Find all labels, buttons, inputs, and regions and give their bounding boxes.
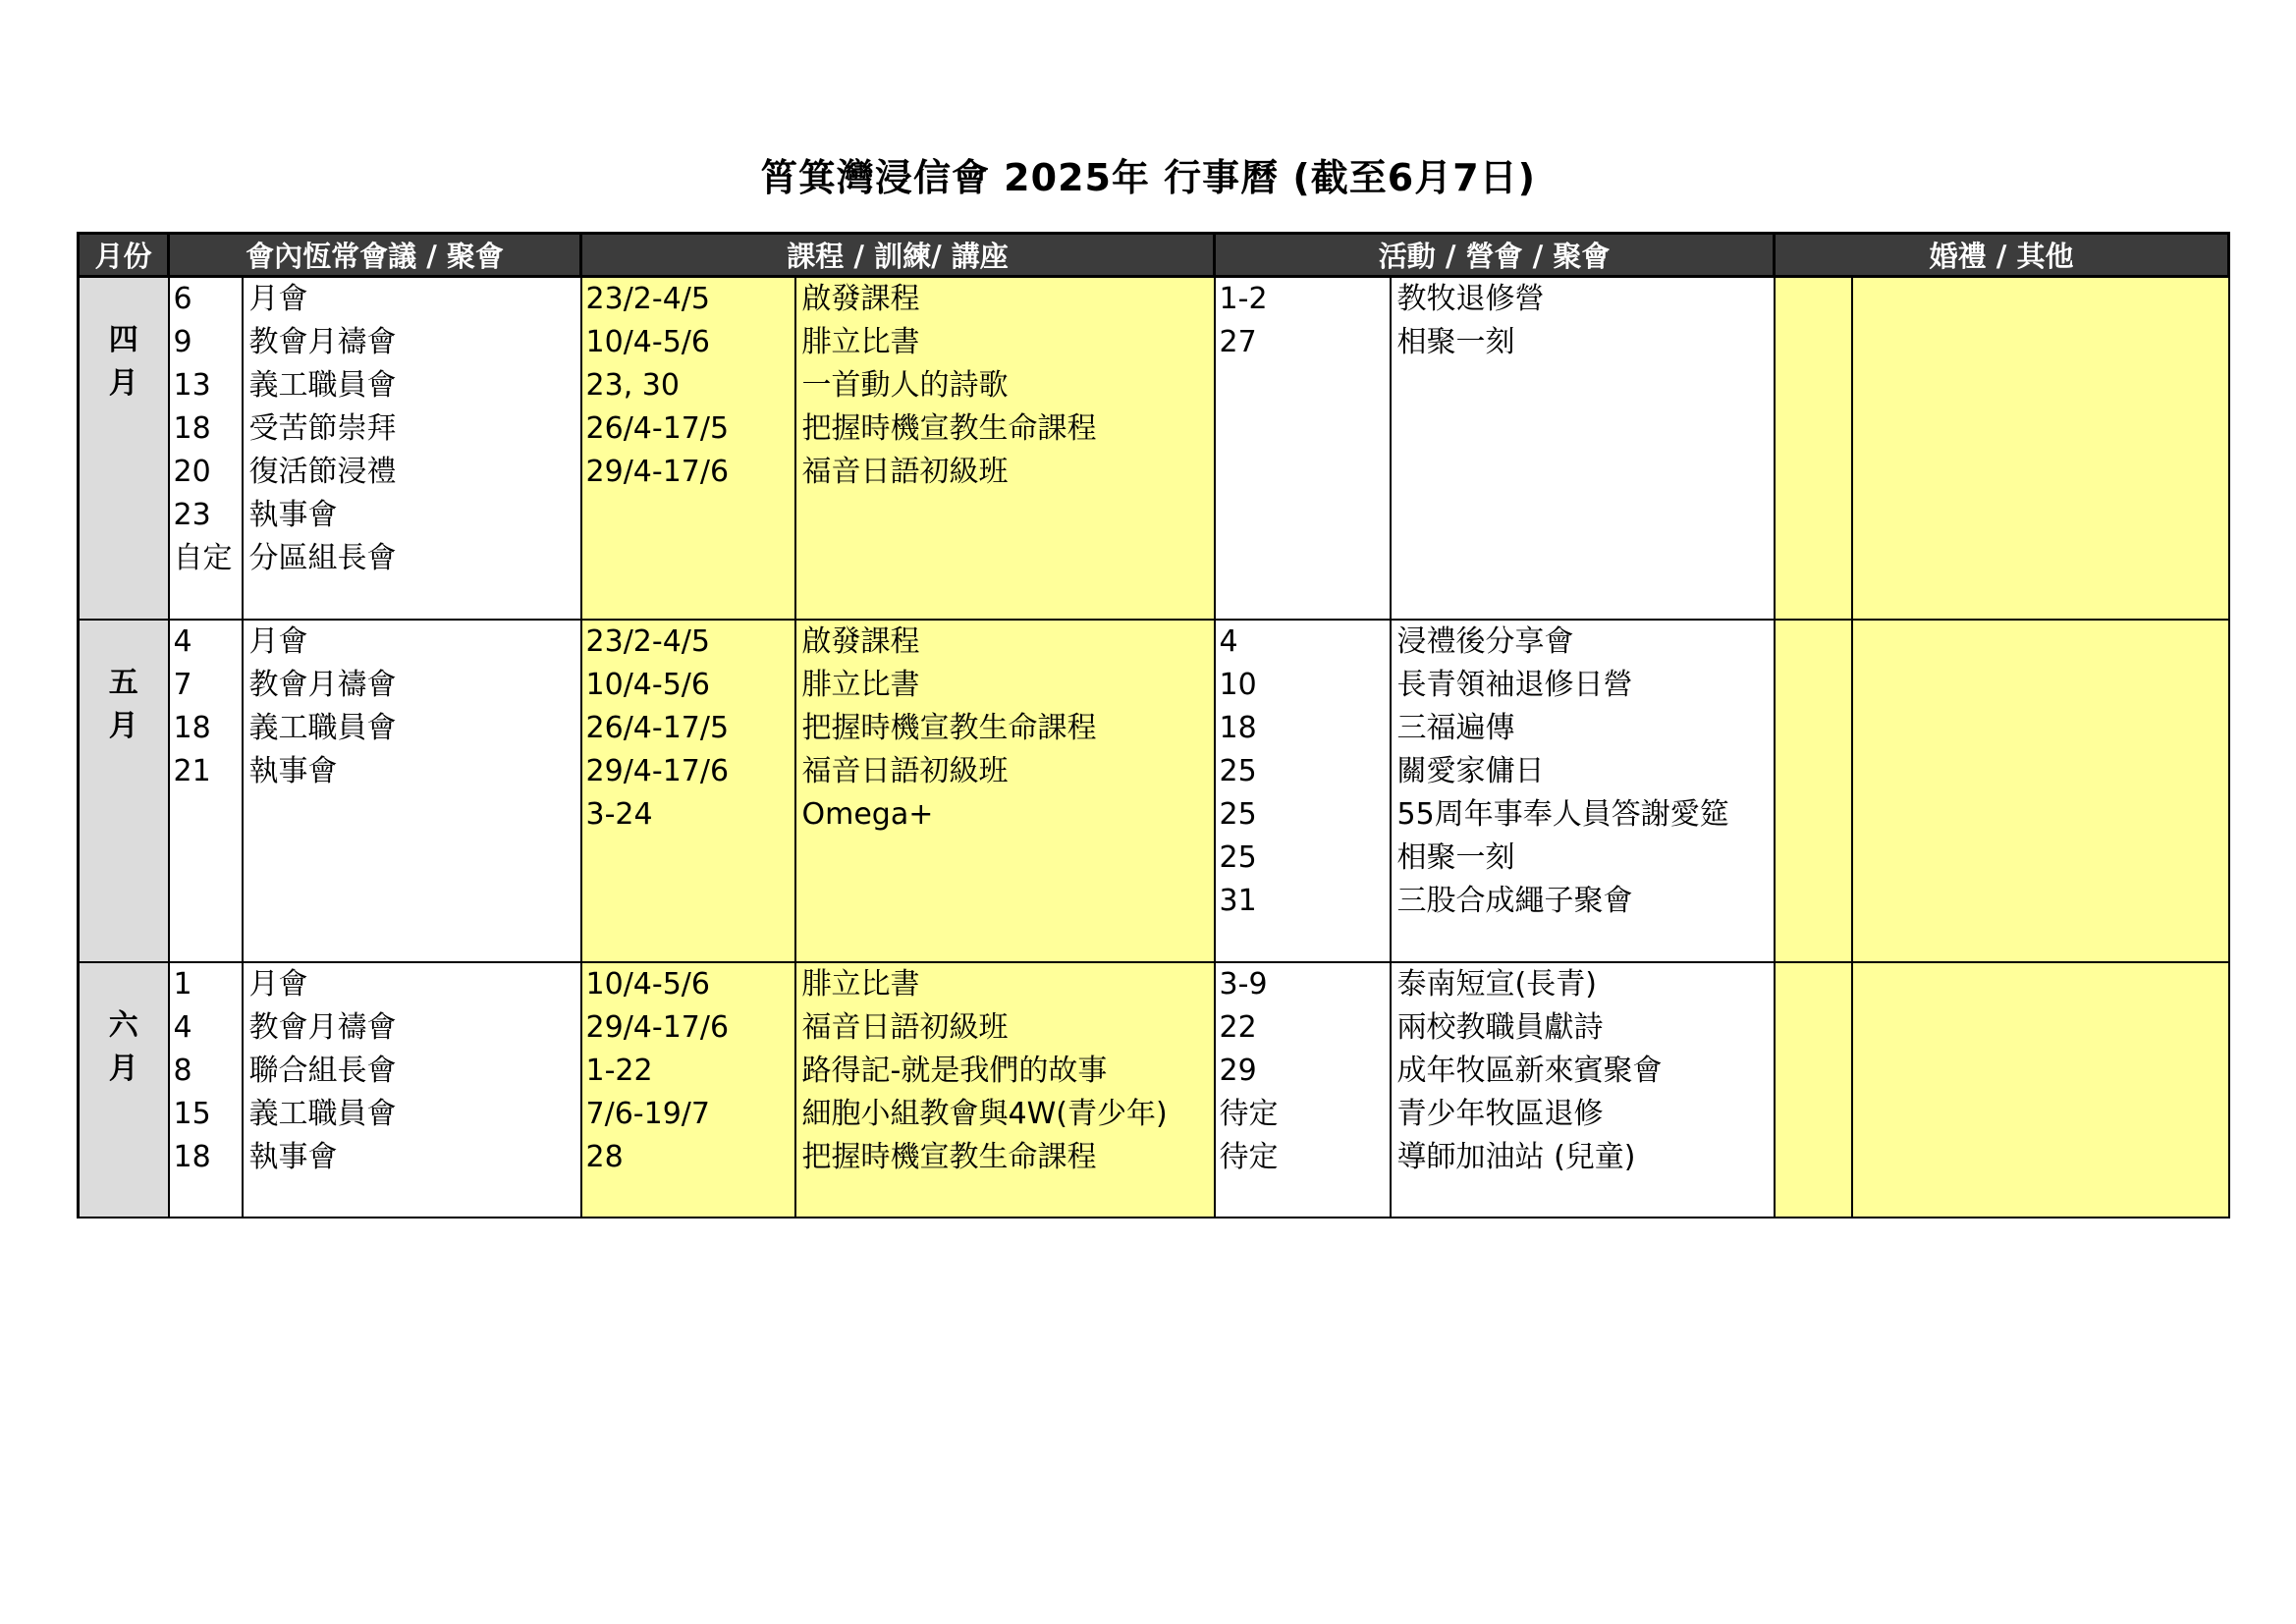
course-date: 10/4-5/6 (585, 668, 710, 702)
month-row (79, 620, 2229, 962)
activity-name: 長青領袖退修日營 (1396, 668, 1633, 702)
meeting-date: 18 (173, 411, 211, 446)
course-name-cell (795, 277, 1215, 621)
course-name: 福音日語初級班 (801, 455, 1009, 489)
activity-date: 25 (1219, 754, 1257, 788)
meeting-name: 教會月禱會 (248, 668, 397, 702)
course-date-cell (581, 620, 795, 962)
activity-name: 成年牧區新來賓聚會 (1396, 1054, 1663, 1088)
month-label-cell (79, 277, 169, 621)
meeting-name: 復活節浸禮 (248, 455, 397, 489)
course-date-cell (581, 277, 795, 621)
meeting-date: 8 (173, 1054, 192, 1088)
meeting-name: 執事會 (248, 1140, 338, 1174)
course-name: 把握時機宣教生命課程 (801, 1140, 1097, 1174)
meeting-name-cell (243, 620, 581, 962)
activity-name: 教牧退修營 (1396, 282, 1545, 316)
month-name-char: 月 (108, 1052, 138, 1086)
meeting-date: 23 (173, 498, 211, 532)
activity-date: 25 (1219, 797, 1257, 832)
header-meetings: 會內恆常會議 / 聚會 (169, 234, 581, 277)
activity-name: 兩校教職員獻詩 (1396, 1010, 1604, 1045)
meeting-date: 20 (173, 455, 211, 489)
course-name: 腓立比書 (801, 967, 920, 1001)
course-name: 啟發課程 (801, 624, 920, 659)
wedding-name-cell (1852, 277, 2229, 621)
course-name: 福音日語初級班 (801, 1010, 1009, 1045)
meeting-date: 6 (173, 282, 192, 316)
header-month: 月份 (79, 234, 169, 277)
meeting-date: 自定 (173, 541, 233, 575)
activity-name: 導師加油站 (兒童) (1396, 1140, 1636, 1174)
meeting-name-cell (243, 962, 581, 1218)
activity-date: 31 (1219, 884, 1257, 918)
wedding-date-cell (1775, 277, 1852, 621)
meeting-date-cell (169, 962, 243, 1218)
meeting-name: 月會 (248, 282, 308, 316)
meeting-name: 分區組長會 (248, 541, 397, 575)
meeting-name: 執事會 (248, 754, 338, 788)
course-date: 7/6-19/7 (585, 1097, 710, 1131)
header-weddings: 婚禮 / 其他 (1775, 234, 2229, 277)
activity-name: 泰南短宣(長青) (1396, 967, 1597, 1001)
course-name: 把握時機宣教生命課程 (801, 711, 1097, 745)
activity-date: 1-2 (1219, 282, 1268, 316)
meeting-name: 月會 (248, 624, 308, 659)
course-name-cell (795, 620, 1215, 962)
course-name: 福音日語初級班 (801, 754, 1009, 788)
activity-name: 55周年事奉人員答謝愛筵 (1396, 797, 1729, 832)
course-name: 腓立比書 (801, 668, 920, 702)
activity-name: 三股合成繩子聚會 (1396, 884, 1633, 918)
meeting-date-cell (169, 277, 243, 621)
month-name-char: 四 (108, 323, 138, 357)
activity-date: 待定 (1219, 1140, 1279, 1174)
activity-date: 22 (1219, 1010, 1257, 1045)
header-activities: 活動 / 營會 / 聚會 (1215, 234, 1775, 277)
course-name: 腓立比書 (801, 325, 920, 359)
activity-date: 10 (1219, 668, 1257, 702)
month-name-char: 六 (108, 1008, 138, 1043)
course-date: 29/4-17/6 (585, 1010, 730, 1045)
course-date: 23/2-4/5 (585, 282, 710, 316)
course-date: 29/4-17/6 (585, 455, 730, 489)
month-row (79, 277, 2229, 621)
activity-date: 待定 (1219, 1097, 1279, 1131)
course-date-cell (581, 962, 795, 1218)
month-label-cell (79, 620, 169, 962)
course-date: 26/4-17/5 (585, 711, 730, 745)
meeting-name: 教會月禱會 (248, 1010, 397, 1045)
meeting-date: 4 (173, 1010, 192, 1045)
course-name: 細胞小組教會與4W(青少年) (801, 1097, 1168, 1131)
activity-name: 浸禮後分享會 (1396, 624, 1574, 659)
meeting-date-cell (169, 620, 243, 962)
course-date: 3-24 (585, 797, 653, 832)
activity-date: 4 (1219, 624, 1238, 659)
activity-name-cell (1391, 962, 1775, 1218)
meeting-name-cell (243, 277, 581, 621)
meeting-name: 義工職員會 (248, 368, 397, 403)
wedding-name-cell (1852, 962, 2229, 1218)
meeting-name: 教會月禱會 (248, 325, 397, 359)
month-label-cell (79, 962, 169, 1218)
calendar-table (77, 232, 2230, 1218)
course-name: 啟發課程 (801, 282, 920, 316)
wedding-name-cell (1852, 620, 2229, 962)
wedding-date-cell (1775, 962, 1852, 1218)
activity-date-cell (1215, 962, 1391, 1218)
meeting-date: 18 (173, 711, 211, 745)
course-date: 1-22 (585, 1054, 653, 1088)
activity-name-cell (1391, 620, 1775, 962)
course-date: 23, 30 (585, 368, 680, 403)
month-row (79, 962, 2229, 1218)
activity-date: 27 (1219, 325, 1257, 359)
meeting-date: 15 (173, 1097, 211, 1131)
meeting-date: 18 (173, 1140, 211, 1174)
meeting-date: 1 (173, 967, 192, 1001)
course-date: 26/4-17/5 (585, 411, 730, 446)
course-name: 路得記-就是我們的故事 (801, 1054, 1108, 1088)
activity-date: 3-9 (1219, 967, 1268, 1001)
course-date: 10/4-5/6 (585, 325, 710, 359)
course-name: 把握時機宣教生命課程 (801, 411, 1097, 446)
activity-name: 相聚一刻 (1396, 325, 1515, 359)
meeting-name: 聯合組長會 (248, 1054, 397, 1088)
activity-date: 25 (1219, 840, 1257, 875)
activity-date-cell (1215, 620, 1391, 962)
activity-name: 關愛家傭日 (1396, 754, 1545, 788)
meeting-name: 義工職員會 (248, 1097, 397, 1131)
meeting-date: 13 (173, 368, 211, 403)
meeting-name: 執事會 (248, 498, 338, 532)
course-date: 23/2-4/5 (585, 624, 710, 659)
month-name-char: 月 (108, 366, 138, 401)
course-name: 一首動人的詩歌 (801, 368, 1009, 403)
wedding-date-cell (1775, 620, 1852, 962)
meeting-name: 月會 (248, 967, 308, 1001)
activity-name: 青少年牧區退修 (1396, 1097, 1604, 1131)
header-courses: 課程 / 訓練/ 講座 (581, 234, 1215, 277)
meeting-date: 7 (173, 668, 192, 702)
activity-name-cell (1391, 277, 1775, 621)
course-date: 28 (585, 1140, 624, 1174)
activity-date: 18 (1219, 711, 1257, 745)
activity-date-cell (1215, 277, 1391, 621)
header-row (79, 234, 2229, 277)
meeting-name: 受苦節崇拜 (248, 411, 397, 446)
course-date: 29/4-17/6 (585, 754, 730, 788)
page-title: 筲箕灣浸信會 2025年 行事曆 (截至6月7日) (759, 156, 1537, 199)
activity-name: 相聚一刻 (1396, 840, 1515, 875)
activity-date: 29 (1219, 1054, 1257, 1088)
course-name-cell (795, 962, 1215, 1218)
month-name-char: 月 (108, 709, 138, 743)
course-name: Omega+ (801, 797, 934, 832)
activity-name: 三福遍傳 (1396, 711, 1515, 745)
course-date: 10/4-5/6 (585, 967, 710, 1001)
meeting-name: 義工職員會 (248, 711, 397, 745)
month-name-char: 五 (108, 666, 138, 700)
meeting-date: 4 (173, 624, 192, 659)
meeting-date: 21 (173, 754, 211, 788)
meeting-date: 9 (173, 325, 192, 359)
